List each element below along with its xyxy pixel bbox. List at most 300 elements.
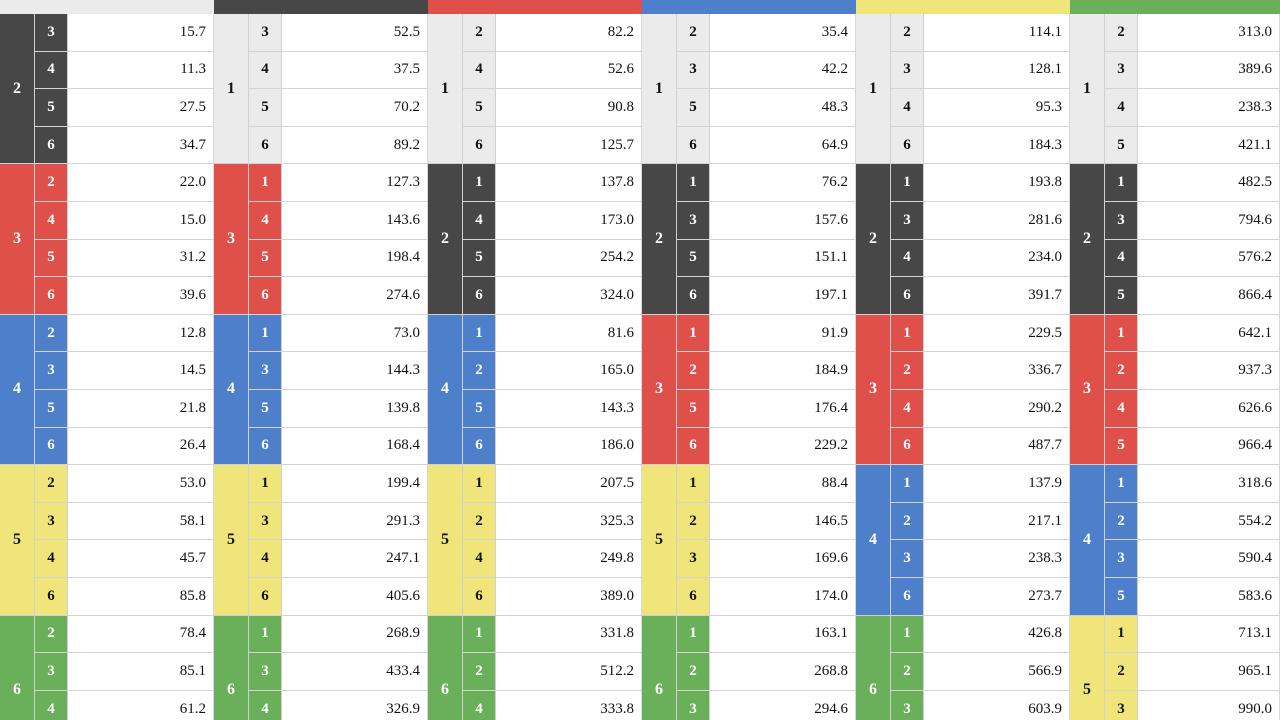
value-cell[interactable]: 163.1 [710, 616, 856, 653]
row-index-label: 1 [890, 616, 924, 653]
table-row[interactable] [1104, 277, 1280, 315]
table-row[interactable] [462, 390, 642, 428]
value-cell[interactable]: 254.2 [496, 240, 642, 277]
table-row[interactable] [676, 428, 856, 466]
value-cell[interactable]: 199.4 [282, 465, 428, 502]
value-cell[interactable]: 713.1 [1138, 616, 1280, 653]
value-cell[interactable]: 143.3 [496, 390, 642, 427]
table-row[interactable] [34, 277, 214, 315]
value-cell[interactable]: 127.3 [282, 164, 428, 201]
table-column-block [214, 0, 428, 720]
value-cell[interactable]: 965.1 [1138, 653, 1280, 690]
value-cell[interactable]: 291.3 [282, 503, 428, 540]
row-index-label: 1 [462, 315, 496, 352]
row-index-label: 6 [248, 127, 282, 164]
row-index-label: 4 [248, 202, 282, 239]
value-cell[interactable]: 554.2 [1138, 503, 1280, 540]
table-row[interactable] [890, 89, 1070, 127]
group-label: 1 [642, 14, 676, 164]
value-cell[interactable]: 184.3 [924, 127, 1070, 164]
value-cell[interactable]: 85.1 [68, 653, 214, 690]
value-cell[interactable]: 405.6 [282, 578, 428, 615]
value-cell[interactable]: 39.6 [68, 277, 214, 314]
value-cell[interactable]: 52.5 [282, 14, 428, 51]
value-cell[interactable]: 143.6 [282, 202, 428, 239]
table-row[interactable] [1104, 89, 1280, 127]
table-row[interactable] [1104, 390, 1280, 428]
row-index-label: 5 [1104, 277, 1138, 314]
table-row[interactable] [1104, 202, 1280, 240]
value-cell[interactable]: 137.8 [496, 164, 642, 201]
table-row[interactable] [890, 164, 1070, 202]
row-index-label: 2 [462, 503, 496, 540]
value-cell[interactable]: 197.1 [710, 277, 856, 314]
table-row[interactable] [462, 202, 642, 240]
value-cell[interactable]: 91.9 [710, 315, 856, 352]
value-cell[interactable]: 174.0 [710, 578, 856, 615]
table-row[interactable] [890, 315, 1070, 353]
table-row[interactable] [462, 465, 642, 503]
table-row[interactable] [676, 691, 856, 720]
column-header-bar [1070, 0, 1280, 14]
value-cell[interactable]: 76.2 [710, 164, 856, 201]
table-row[interactable] [676, 277, 856, 315]
value-cell[interactable]: 27.5 [68, 89, 214, 126]
table-row[interactable] [34, 89, 214, 127]
value-cell[interactable]: 426.8 [924, 616, 1070, 653]
value-cell[interactable]: 389.6 [1138, 52, 1280, 89]
row-index-label: 6 [676, 578, 710, 615]
group-label: 4 [428, 315, 462, 465]
value-cell[interactable]: 151.1 [710, 240, 856, 277]
table-row[interactable] [34, 127, 214, 165]
row-index-label: 2 [676, 503, 710, 540]
row-index-label: 3 [34, 352, 68, 389]
value-cell[interactable]: 78.4 [68, 616, 214, 653]
value-cell[interactable]: 169.6 [710, 540, 856, 577]
table-row[interactable] [34, 540, 214, 578]
value-cell[interactable]: 53.0 [68, 465, 214, 502]
table-row[interactable] [1104, 616, 1280, 654]
table-row[interactable] [1104, 691, 1280, 720]
value-cell[interactable]: 937.3 [1138, 352, 1280, 389]
value-cell[interactable]: 81.6 [496, 315, 642, 352]
value-cell[interactable]: 186.0 [496, 428, 642, 465]
value-cell[interactable]: 82.2 [496, 14, 642, 51]
table-row[interactable] [676, 89, 856, 127]
table-row[interactable] [462, 127, 642, 165]
table-row[interactable] [248, 540, 428, 578]
value-cell[interactable]: 139.8 [282, 390, 428, 427]
value-cell[interactable]: 95.3 [924, 89, 1070, 126]
row-index-label: 1 [248, 616, 282, 653]
row-index-label: 5 [1104, 428, 1138, 465]
table-row[interactable] [462, 240, 642, 278]
value-cell[interactable]: 198.4 [282, 240, 428, 277]
table-row[interactable] [890, 428, 1070, 466]
value-cell[interactable]: 37.5 [282, 52, 428, 89]
value-cell[interactable]: 58.1 [68, 503, 214, 540]
group-label: 4 [1070, 465, 1104, 615]
table-row[interactable] [676, 465, 856, 503]
value-cell[interactable]: 234.0 [924, 240, 1070, 277]
group-block [642, 164, 856, 314]
value-cell[interactable]: 325.3 [496, 503, 642, 540]
row-index-label: 6 [34, 578, 68, 615]
row-index-label: 2 [1104, 352, 1138, 389]
table-row[interactable] [462, 578, 642, 616]
table-row[interactable] [248, 52, 428, 90]
table-row[interactable] [462, 52, 642, 90]
table-row[interactable] [1104, 240, 1280, 278]
row-index-label: 3 [890, 52, 924, 89]
row-index-label: 1 [890, 315, 924, 352]
table-row[interactable] [676, 616, 856, 654]
value-cell[interactable]: 14.5 [68, 352, 214, 389]
table-row[interactable] [34, 240, 214, 278]
value-cell[interactable]: 137.9 [924, 465, 1070, 502]
table-row[interactable] [1104, 578, 1280, 616]
value-cell[interactable]: 247.1 [282, 540, 428, 577]
value-cell[interactable]: 144.3 [282, 352, 428, 389]
table-row[interactable] [34, 390, 214, 428]
value-cell[interactable]: 268.8 [710, 653, 856, 690]
table-row[interactable] [462, 653, 642, 691]
value-cell[interactable]: 487.7 [924, 428, 1070, 465]
table-row[interactable] [1104, 503, 1280, 541]
value-cell[interactable]: 48.3 [710, 89, 856, 126]
value-cell[interactable]: 990.0 [1138, 691, 1280, 720]
table-row[interactable] [462, 428, 642, 466]
table-row[interactable] [248, 653, 428, 691]
value-cell[interactable]: 333.8 [496, 691, 642, 720]
value-cell[interactable]: 318.6 [1138, 465, 1280, 502]
value-cell[interactable]: 70.2 [282, 89, 428, 126]
group-label: 6 [642, 616, 676, 720]
table-row[interactable] [34, 315, 214, 353]
table-row[interactable] [34, 352, 214, 390]
table-row[interactable] [34, 578, 214, 616]
table-row[interactable] [462, 164, 642, 202]
row-index-label: 6 [34, 428, 68, 465]
table-row[interactable] [248, 277, 428, 315]
group-block [856, 616, 1070, 720]
group-block [1070, 315, 1280, 465]
value-cell[interactable]: 31.2 [68, 240, 214, 277]
group-block [428, 14, 642, 164]
table-row[interactable] [248, 503, 428, 541]
row-index-label: 3 [248, 503, 282, 540]
value-cell[interactable]: 238.3 [924, 540, 1070, 577]
table-row[interactable] [1104, 127, 1280, 165]
row-index-label: 1 [1104, 315, 1138, 352]
value-cell[interactable]: 85.8 [68, 578, 214, 615]
table-row[interactable] [462, 691, 642, 720]
value-cell[interactable]: 966.4 [1138, 428, 1280, 465]
value-cell[interactable]: 89.2 [282, 127, 428, 164]
value-cell[interactable]: 73.0 [282, 315, 428, 352]
group-block [0, 164, 214, 314]
value-cell[interactable]: 274.6 [282, 277, 428, 314]
table-row[interactable] [890, 52, 1070, 90]
value-cell[interactable]: 26.4 [68, 428, 214, 465]
table-row[interactable] [248, 390, 428, 428]
value-cell[interactable]: 146.5 [710, 503, 856, 540]
table-row[interactable] [890, 14, 1070, 52]
group-label: 6 [856, 616, 890, 720]
table-row[interactable] [248, 202, 428, 240]
table-row[interactable] [462, 352, 642, 390]
table-row[interactable] [890, 578, 1070, 616]
table-column-block [1070, 0, 1280, 720]
value-cell[interactable]: 583.6 [1138, 578, 1280, 615]
value-cell[interactable]: 482.5 [1138, 164, 1280, 201]
value-cell[interactable]: 512.2 [496, 653, 642, 690]
row-index-label: 5 [248, 240, 282, 277]
table-row[interactable] [890, 240, 1070, 278]
value-cell[interactable]: 157.6 [710, 202, 856, 239]
table-row[interactable] [34, 503, 214, 541]
group-block [642, 616, 856, 720]
table-row[interactable] [890, 127, 1070, 165]
value-cell[interactable]: 590.4 [1138, 540, 1280, 577]
value-cell[interactable]: 176.4 [710, 390, 856, 427]
table-row[interactable] [890, 616, 1070, 654]
row-index-label: 2 [676, 14, 710, 51]
table-row[interactable] [676, 164, 856, 202]
value-cell[interactable]: 173.0 [496, 202, 642, 239]
table-row[interactable] [248, 89, 428, 127]
row-index-label: 6 [890, 127, 924, 164]
group-block [214, 616, 428, 720]
table-row[interactable] [676, 578, 856, 616]
value-cell[interactable]: 45.7 [68, 540, 214, 577]
value-cell[interactable]: 207.5 [496, 465, 642, 502]
column-header-bar [642, 0, 856, 14]
value-cell[interactable]: 866.4 [1138, 277, 1280, 314]
group-label: 4 [0, 315, 34, 465]
value-cell[interactable]: 21.8 [68, 390, 214, 427]
row-index-label: 5 [1104, 578, 1138, 615]
table-row[interactable] [248, 240, 428, 278]
row-index-label: 3 [1104, 52, 1138, 89]
value-cell[interactable]: 12.8 [68, 315, 214, 352]
table-row[interactable] [890, 540, 1070, 578]
table-row[interactable] [1104, 164, 1280, 202]
value-cell[interactable]: 42.2 [710, 52, 856, 89]
value-cell[interactable]: 433.4 [282, 653, 428, 690]
table-row[interactable] [676, 503, 856, 541]
table-row[interactable] [890, 691, 1070, 720]
table-row[interactable] [248, 428, 428, 466]
row-index-label: 3 [676, 202, 710, 239]
table-row[interactable] [462, 14, 642, 52]
table-row[interactable] [890, 503, 1070, 541]
value-cell[interactable]: 566.9 [924, 653, 1070, 690]
table-column-block [642, 0, 856, 720]
column-header-bar [856, 0, 1070, 14]
value-cell[interactable]: 229.2 [710, 428, 856, 465]
value-cell[interactable]: 326.9 [282, 691, 428, 720]
row-index-label: 6 [890, 277, 924, 314]
value-cell[interactable]: 268.9 [282, 616, 428, 653]
value-cell[interactable]: 90.8 [496, 89, 642, 126]
table-row[interactable] [462, 616, 642, 654]
table-row[interactable] [676, 653, 856, 691]
group-block [0, 315, 214, 465]
table-row[interactable] [248, 14, 428, 52]
table-row[interactable] [34, 653, 214, 691]
table-row[interactable] [34, 52, 214, 90]
table-row[interactable] [248, 127, 428, 165]
table-row[interactable] [248, 315, 428, 353]
value-cell[interactable]: 88.4 [710, 465, 856, 502]
row-index-label: 2 [1104, 14, 1138, 51]
value-cell[interactable]: 238.3 [1138, 89, 1280, 126]
table-row[interactable] [1104, 465, 1280, 503]
row-index-label: 2 [890, 352, 924, 389]
row-index-label: 3 [34, 503, 68, 540]
value-cell[interactable]: 165.0 [496, 352, 642, 389]
table-row[interactable] [34, 202, 214, 240]
value-cell[interactable]: 294.6 [710, 691, 856, 720]
row-index-label: 4 [890, 390, 924, 427]
value-cell[interactable]: 61.2 [68, 691, 214, 720]
table-row[interactable] [890, 202, 1070, 240]
value-cell[interactable]: 794.6 [1138, 202, 1280, 239]
value-cell[interactable]: 324.0 [496, 277, 642, 314]
row-index-label: 5 [248, 390, 282, 427]
row-index-label: 4 [248, 691, 282, 720]
table-row[interactable] [890, 390, 1070, 428]
value-cell[interactable]: 128.1 [924, 52, 1070, 89]
table-row[interactable] [1104, 315, 1280, 353]
group-label: 3 [642, 315, 676, 465]
value-cell[interactable]: 391.7 [924, 277, 1070, 314]
group-label: 3 [214, 164, 248, 314]
table-row[interactable] [462, 503, 642, 541]
value-cell[interactable]: 22.0 [68, 164, 214, 201]
table-row[interactable] [676, 202, 856, 240]
value-cell[interactable]: 34.7 [68, 127, 214, 164]
row-index-label: 5 [462, 89, 496, 126]
table-row[interactable] [34, 14, 214, 52]
value-cell[interactable]: 331.8 [496, 616, 642, 653]
value-cell[interactable]: 15.0 [68, 202, 214, 239]
value-cell[interactable]: 168.4 [282, 428, 428, 465]
table-row[interactable] [676, 352, 856, 390]
row-index-label: 3 [248, 352, 282, 389]
row-index-label: 5 [34, 240, 68, 277]
table-row[interactable] [1104, 653, 1280, 691]
row-index-label: 1 [676, 465, 710, 502]
value-cell[interactable]: 11.3 [68, 52, 214, 89]
row-index-label: 4 [462, 691, 496, 720]
table-row[interactable] [890, 277, 1070, 315]
table-row[interactable] [890, 653, 1070, 691]
value-cell[interactable]: 35.4 [710, 14, 856, 51]
row-index-label: 4 [248, 52, 282, 89]
table-row[interactable] [676, 540, 856, 578]
value-cell[interactable]: 273.7 [924, 578, 1070, 615]
value-cell[interactable]: 52.6 [496, 52, 642, 89]
value-cell[interactable]: 421.1 [1138, 127, 1280, 164]
row-index-label: 3 [676, 540, 710, 577]
table-row[interactable] [890, 352, 1070, 390]
table-row[interactable] [890, 465, 1070, 503]
table-row[interactable] [34, 465, 214, 503]
row-index-label: 3 [890, 540, 924, 577]
row-index-label: 5 [462, 390, 496, 427]
table-row[interactable] [1104, 352, 1280, 390]
value-cell[interactable]: 281.6 [924, 202, 1070, 239]
table-row[interactable] [676, 315, 856, 353]
value-cell[interactable]: 576.2 [1138, 240, 1280, 277]
row-index-label: 6 [462, 578, 496, 615]
value-cell[interactable]: 229.5 [924, 315, 1070, 352]
value-cell[interactable]: 313.0 [1138, 14, 1280, 51]
table-row[interactable] [34, 691, 214, 720]
value-cell[interactable]: 193.8 [924, 164, 1070, 201]
value-cell[interactable]: 389.0 [496, 578, 642, 615]
table-row[interactable] [676, 52, 856, 90]
value-cell[interactable]: 642.1 [1138, 315, 1280, 352]
table-row[interactable] [676, 127, 856, 165]
table-row[interactable] [248, 352, 428, 390]
row-index-label: 3 [1104, 691, 1138, 720]
value-cell[interactable]: 125.7 [496, 127, 642, 164]
table-row[interactable] [248, 691, 428, 720]
value-cell[interactable]: 217.1 [924, 503, 1070, 540]
table-row[interactable] [462, 89, 642, 127]
value-cell[interactable]: 249.8 [496, 540, 642, 577]
value-cell[interactable]: 290.2 [924, 390, 1070, 427]
table-row[interactable] [34, 164, 214, 202]
value-cell[interactable]: 336.7 [924, 352, 1070, 389]
value-cell[interactable]: 114.1 [924, 14, 1070, 51]
table-row[interactable] [248, 578, 428, 616]
table-row[interactable] [676, 14, 856, 52]
row-index-label: 6 [34, 277, 68, 314]
value-cell[interactable]: 15.7 [68, 14, 214, 51]
table-row[interactable] [248, 465, 428, 503]
table-row[interactable] [248, 616, 428, 654]
group-label: 5 [1070, 616, 1104, 720]
table-column-block [428, 0, 642, 720]
table-row[interactable] [1104, 14, 1280, 52]
value-cell[interactable]: 626.6 [1138, 390, 1280, 427]
table-row[interactable] [462, 315, 642, 353]
table-row[interactable] [462, 540, 642, 578]
table-row[interactable] [462, 277, 642, 315]
row-index-label: 1 [890, 465, 924, 502]
table-row[interactable] [676, 390, 856, 428]
row-index-label: 1 [248, 164, 282, 201]
table-row[interactable] [34, 428, 214, 466]
table-row[interactable] [1104, 52, 1280, 90]
table-row[interactable] [676, 240, 856, 278]
row-index-label: 4 [34, 202, 68, 239]
group-block [856, 315, 1070, 465]
value-cell[interactable]: 184.9 [710, 352, 856, 389]
table-row[interactable] [1104, 540, 1280, 578]
table-row[interactable] [248, 164, 428, 202]
value-cell[interactable]: 64.9 [710, 127, 856, 164]
row-index-label: 3 [248, 14, 282, 51]
table-row[interactable] [1104, 428, 1280, 466]
value-cell[interactable]: 603.9 [924, 691, 1070, 720]
table-row[interactable] [34, 616, 214, 654]
